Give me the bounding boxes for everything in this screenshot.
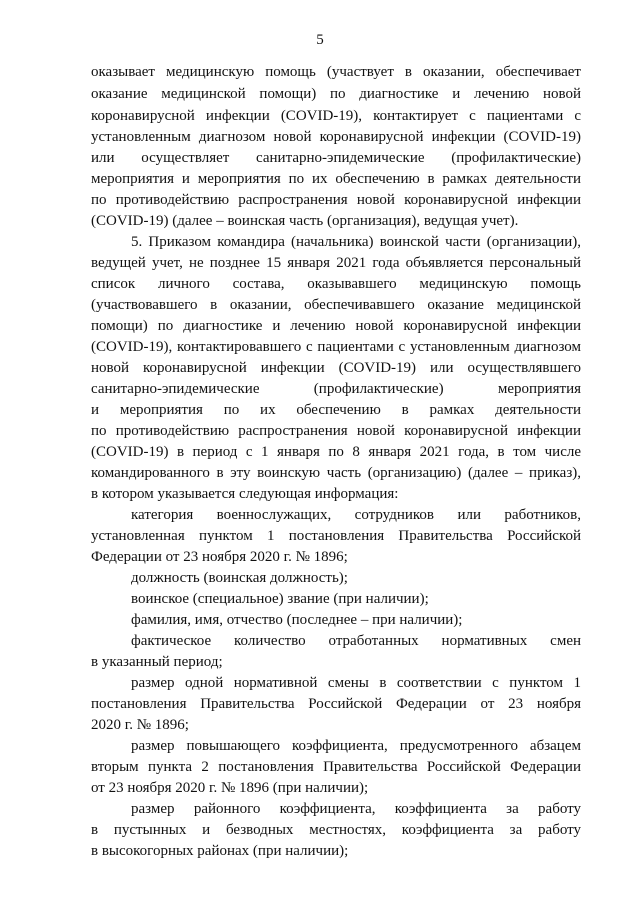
list-item-shift-size: размер одной нормативной смены в соответствии с пунктом 1 [131,675,581,691]
text-line: санитарно-эпидемические (профилактические) мероприятия [91,381,581,397]
text-line: от 23 ноября 2020 г. № 1896 (при наличии); [91,780,369,796]
list-item-rank: воинское (специальное) звание (при наличии); [131,591,429,607]
text-line: (COVID-19) (далее – воинская часть (организация), ведущая учет). [91,213,519,229]
text-line: 2020 г. № 1896; [91,717,189,733]
text-line: ведущей учет, не позднее 15 января 2021 года объявляется персональный [91,255,581,271]
text-line: оказание медицинской помощи) по диагностике и лечению новой [91,86,581,102]
text-line: помощи) по диагностике и лечению новой коронавирусной инфекции [91,318,581,334]
text-line: новой коронавирусной инфекции (COVID-19) или осуществлявшего [91,360,581,376]
text-line: постановления Правительства Российской Федерации от 23 ноября [91,696,581,712]
text-line: и мероприятия по их обеспечению в рамках деятельности [91,402,581,418]
page-number: 5 [316,32,324,48]
text-line: коронавирусной инфекции (COVID-19), контактирует с пациентами с [91,108,581,124]
text-line: (участвовавшего в оказании, обеспечивавшего оказание медицинской [91,297,581,313]
text-line: список личного состава, оказывавшего медицинскую помощь [91,276,581,292]
text-line: в котором указывается следующая информация: [91,486,399,502]
list-item-position: должность (воинская должность); [131,570,348,586]
text-line: или осуществляет санитарно-эпидемические (профилактические) [91,150,581,166]
text-line: установленная пунктом 1 постановления Правительства Российской [91,528,581,544]
text-line: в пустынных и безводных местностях, коэффициента за работу [91,822,581,838]
text-line: в высокогорных районах (при наличии); [91,843,349,859]
list-item-shifts: фактическое количество отработанных нормативных смен [131,633,581,649]
list-item-coefficient: размер повышающего коэффициента, предусмотренного абзацем [131,738,581,754]
text-line: мероприятия и мероприятия по их обеспечению в рамках деятельности [91,171,581,187]
text-line: в указанный период; [91,654,223,670]
text-line: (COVID-19), контактировавшего с пациентами с установленным диагнозом [91,339,581,355]
text-line: командированного в эту воинскую часть (организацию) (далее – приказ), [91,465,581,481]
text-line: (COVID-19) в период с 1 января по 8 января 2021 года, в том числе [91,444,581,460]
text-line: по противодействию распространения новой коронавирусной инфекции [91,192,581,208]
text-line: вторым пункта 2 постановления Правительства Российской Федерации [91,759,581,775]
list-item-regional-coefficient: размер районного коэффициента, коэффициента за работу [131,801,581,817]
list-item-category: категория военнослужащих, сотрудников или работников, [131,507,581,523]
paragraph-5-first-line: 5. Приказом командира (начальника) воинской части (организации), [131,234,581,250]
text-line: Федерации от 23 ноября 2020 г. № 1896; [91,549,348,565]
text-line: оказывает медицинскую помощь (участвует в оказании, обеспечивает [91,64,581,80]
list-item-full-name: фамилия, имя, отчество (последнее – при наличии); [131,612,463,628]
text-line: по противодействию распространения новой коронавирусной инфекции [91,423,581,439]
text-line: установленным диагнозом новой коронавирусной инфекции (COVID-19) [91,129,581,145]
